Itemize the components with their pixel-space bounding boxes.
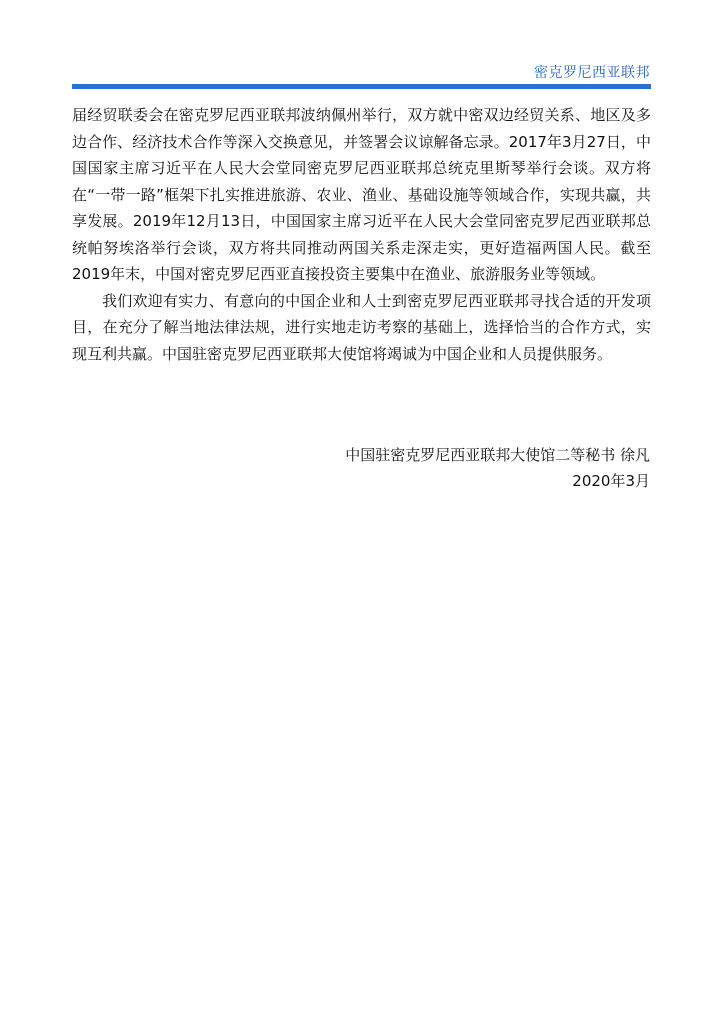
paragraph-2: 我们欢迎有实力、有意向的中国企业和人士到密克罗尼西亚联邦寻找合适的开发项目，在充分了解当地法律法规，进行实地走访考察的基础上，选择恰当的合作方式，实现互利共赢。中国驻密克罗尼西亚联邦大使馆将竭诚为中国企业和人员提供服务。 (72, 291, 651, 363)
body-text (72, 102, 651, 367)
signature-author: 中国驻密克罗尼西亚联邦大使馆二等秘书 徐凡 (345, 446, 650, 464)
header-rule (72, 84, 651, 89)
running-header-title: 密克罗尼西亚联邦 (534, 65, 650, 81)
signature-date: 2020年3月 (572, 472, 650, 490)
paragraph-1: 届经贸联委会在密克罗尼西亚联邦波纳佩州举行，双方就中密双边经贸关系、地区及多边合作、经济技术合作等深入交换意见，并签署会议谅解备忘录。2017年3月27日，中国国家主席习近平在人民大会堂同密克罗尼西亚联邦总统克里斯琴举行会谈。双方将在“一带一路”框架下扎实推进旅游、农业、渔业、基础设施等领域合作，实现共赢，共享发展。2019年12月13日，中国国家主席习近平在人民大会堂同密克罗尼西亚联邦总统帕努埃洛举行会谈，双方将共同推动两国关系走深走实，更好造福两国人民。截至2019年末，中国对密克罗尼西亚直接投资主要集中在渔业、旅游服务业等领域。 (72, 106, 651, 283)
signature-block (230, 442, 650, 494)
